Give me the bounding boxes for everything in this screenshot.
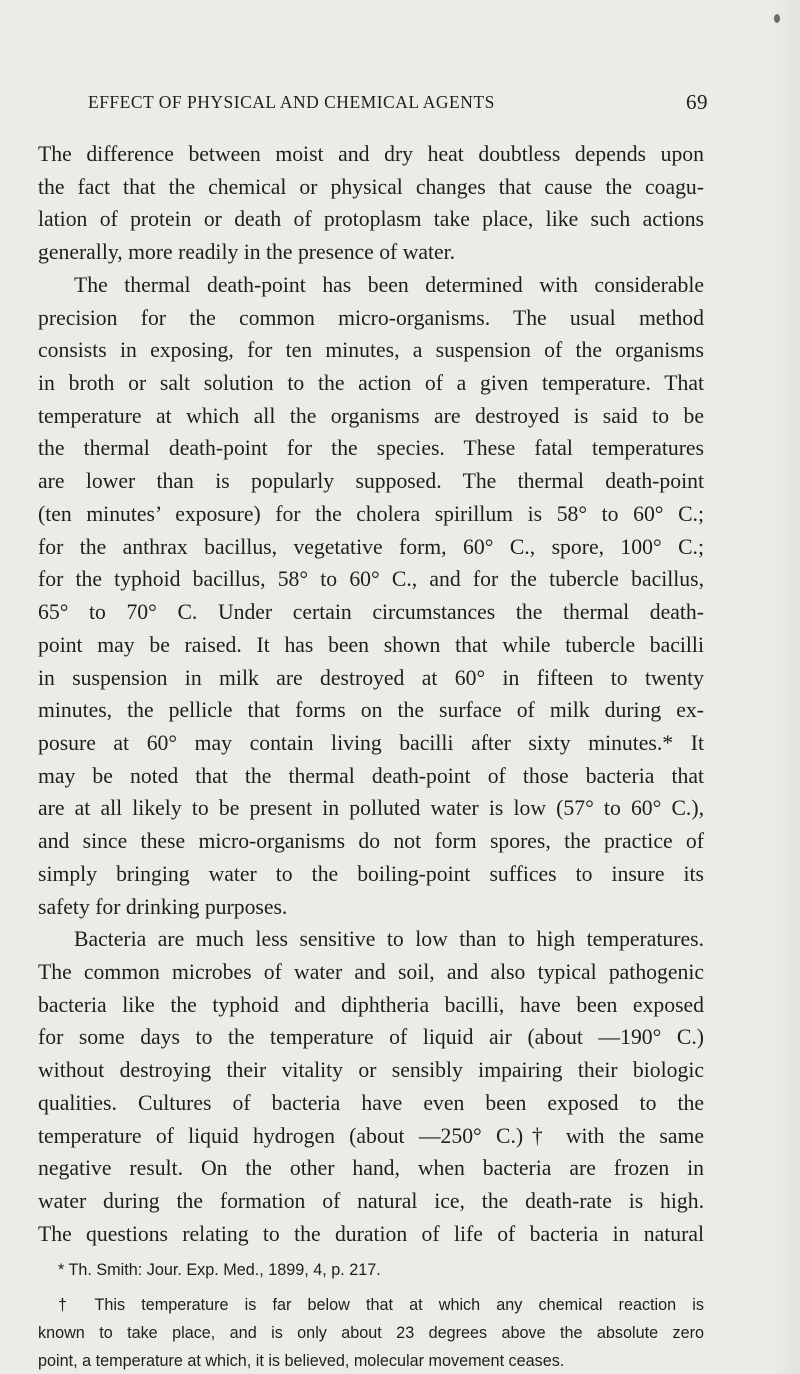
text-line: generally, more readily in the presence of water. (38, 240, 456, 265)
body-text (38, 138, 704, 1250)
text-line: precision for the common micro-organisms. The usual method (38, 305, 704, 330)
text-line: The questions relating to the duration of life of bacteria in natural (38, 1221, 704, 1246)
text-line: for the anthrax bacillus, vegetative form, 60° C., spore, 100° C.; (38, 534, 704, 559)
text-line: lation of protein or death of protoplasm take place, like such actions (38, 207, 704, 232)
text-line: temperature at which all the organisms are destroyed is said to be (38, 403, 704, 428)
page-edge-shadow (772, 0, 800, 1374)
running-title: EFFECT OF PHYSICAL AND CHEMICAL AGENTS (88, 92, 495, 112)
text-line: The thermal death-point has been determined with considerable (74, 272, 704, 297)
footnote-2-line: known to take place, and is only about 23 degrees above the absolute zero (38, 1324, 704, 1342)
footnote-2-line: point, a temperature at which, it is believed, molecular movement ceases. (38, 1352, 565, 1370)
footnote-2-line: † This temperature is far below that at which any chemical reaction is (58, 1296, 704, 1314)
text-line: are at all likely to be present in polluted water is low (57° to 60° C.), (38, 796, 704, 821)
text-line: may be noted that the thermal death-point of those bacteria that (38, 763, 704, 788)
text-line: without destroying their vitality or sensibly impairing their biologic (38, 1058, 704, 1083)
text-line: 65° to 70° C. Under certain circumstances the thermal death- (38, 600, 704, 625)
text-line: for the typhoid bacillus, 58° to 60° C., and for the tubercle bacillus, (38, 567, 704, 592)
text-line: (ten minutes’ exposure) for the cholera spirillum is 58° to 60° C.; (38, 501, 704, 526)
text-line: posure at 60° may contain living bacilli after sixty minutes.* It (38, 730, 704, 755)
text-line: safety for drinking purposes. (38, 894, 288, 919)
text-line: The common microbes of water and soil, and also typical pathogenic (38, 959, 704, 984)
text-line: qualities. Cultures of bacteria have even been exposed to the (38, 1090, 704, 1115)
text-line: simply bringing water to the boiling-point suffices to insure its (38, 861, 704, 886)
text-line: negative result. On the other hand, when bacteria are frozen in (38, 1156, 704, 1181)
text-line: The difference between moist and dry heat doubtless depends upon (38, 142, 704, 166)
text-line: and since these micro-organisms do not form spores, the practice of (38, 829, 704, 854)
text-line: are lower than is popularly supposed. The thermal death-point (38, 469, 704, 494)
text-line: Bacteria are much less sensitive to low than to high temperatures. (74, 927, 704, 952)
text-line: the fact that the chemical or physical changes that cause the coagu- (38, 174, 704, 199)
text-line: bacteria like the typhoid and diphtheria bacilli, have been exposed (38, 992, 704, 1017)
text-line: water during the formation of natural ice, the death-rate is high. (38, 1189, 704, 1213)
text-line: the thermal death-point for the species. These fatal temperatures (38, 436, 704, 461)
text-line: temperature of liquid hydrogen (about —250° C.)† with the same (38, 1123, 704, 1148)
text-line: minutes, the pellicle that forms on the surface of milk during ex- (38, 698, 704, 723)
text-line: in suspension in milk are destroyed at 60° in fifteen to twenty (38, 665, 704, 690)
page-number: 69 (686, 90, 708, 114)
footnote-1: * Th. Smith: Jour. Exp. Med., 1899, 4, p. 217. (58, 1261, 381, 1279)
text-line: for some days to the temperature of liquid air (about —190° C.) (38, 1025, 704, 1050)
text-line: in broth or salt solution to the action of a given temperature. That (38, 371, 704, 396)
text-line: point may be raised. It has been shown that while tubercle bacilli (38, 632, 704, 657)
text-line: consists in exposing, for ten minutes, a suspension of the organisms (38, 338, 704, 363)
